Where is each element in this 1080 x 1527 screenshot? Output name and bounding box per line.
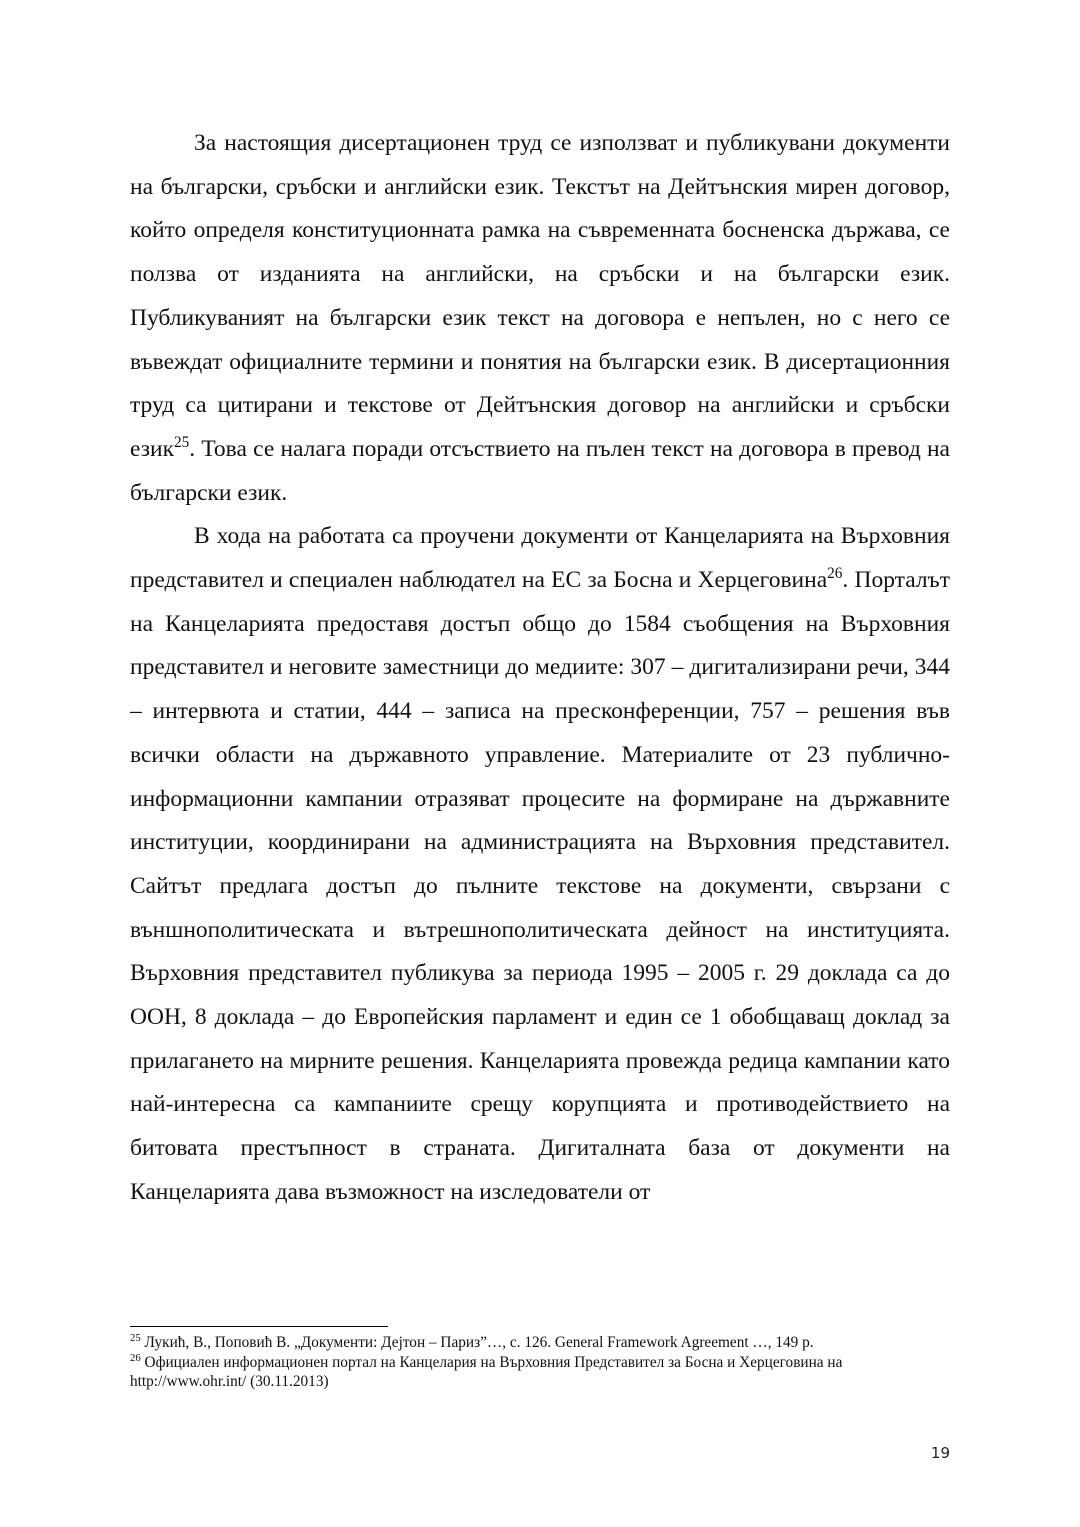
footnote-separator (130, 1326, 388, 1327)
footnotes (130, 1333, 950, 1392)
footnote-25 (130, 1333, 950, 1353)
footnote-text: Официален информационен портал на Канцелария на Върховния Представител за Босна и Херцеговина на http://www.ohr.int/ (30.11.2013) (130, 1353, 843, 1390)
footnote-ref-26[interactable]: 26 (827, 565, 843, 583)
page-number: 19 (930, 1444, 950, 1462)
footnote-ref-25[interactable]: 25 (174, 434, 190, 452)
paragraph-1-text-continued: . Това се налага поради отсъствието на пълен текст на договора в превод на български език. (130, 435, 950, 506)
paragraph-1 (130, 122, 950, 515)
footnote-number: 26 (130, 1351, 141, 1364)
body-text (130, 122, 950, 1215)
paragraph-1-text: За настоящия дисертационен труд се използват и публикувани документи на български, сръбски и английски език. Текстът на Дейтънския мирен договор, който определя конституционната рамка на съвременната босненска държава, се ползва от изданията на английски, на сръбски и на български език. Публикуваният на български език текст на договора е непълен, но с него се въвеждат официалните термини и понятия на български език. В дисертационния труд са цитирани и текстове от Дейтънския договор на английски и сръбски език (130, 130, 950, 462)
footnote-text: Лукић, В., Поповић В. „Документи: Дејтон – Париз”…, с. 126. General Framework Agreement …, 149 p. (140, 1334, 814, 1351)
paragraph-2-text: В хода на работата са проучени документи от Канцеларията на Върховния представител и специален наблюдател на ЕС за Босна и Херцеговина (130, 523, 950, 594)
footnote-26 (130, 1353, 950, 1392)
paragraph-2-text-continued: . Порталът на Канцеларията предоставя достъп общо до 1584 съобщения на Върховния представител и неговите заместници до медиите: 307 – дигитализирани речи, 344 – интервюта и статии, 444 – записа на пресконференции, 757 – решения във всички области на държавното управление. Материалите от 23 публично-информационни кампании отразяват процесите на формиране на държавните институции, координирани на администрацията на Върховния представител. Сайтът предлага достъп до пълните текстове на документи, свързани с външнополитическата и вътрешнополитическата дейност на институцията. Върховния представител публикува за периода 1995 – 2005 г. 29 доклада са до ООН, 8 доклада – до Европейския парламент и един се 1 обобщаващ доклад за прилагането на мирните решения. Канцеларията провежда редица кампании като най-интересна са кампаниите срещу корупцията и противодействието на битовата престъпност в страната. Дигиталната база от документи на Канцеларията дава възможност на изследователи от (130, 567, 950, 1205)
paragraph-2 (130, 515, 950, 1214)
footnote-number: 25 (130, 1331, 141, 1344)
